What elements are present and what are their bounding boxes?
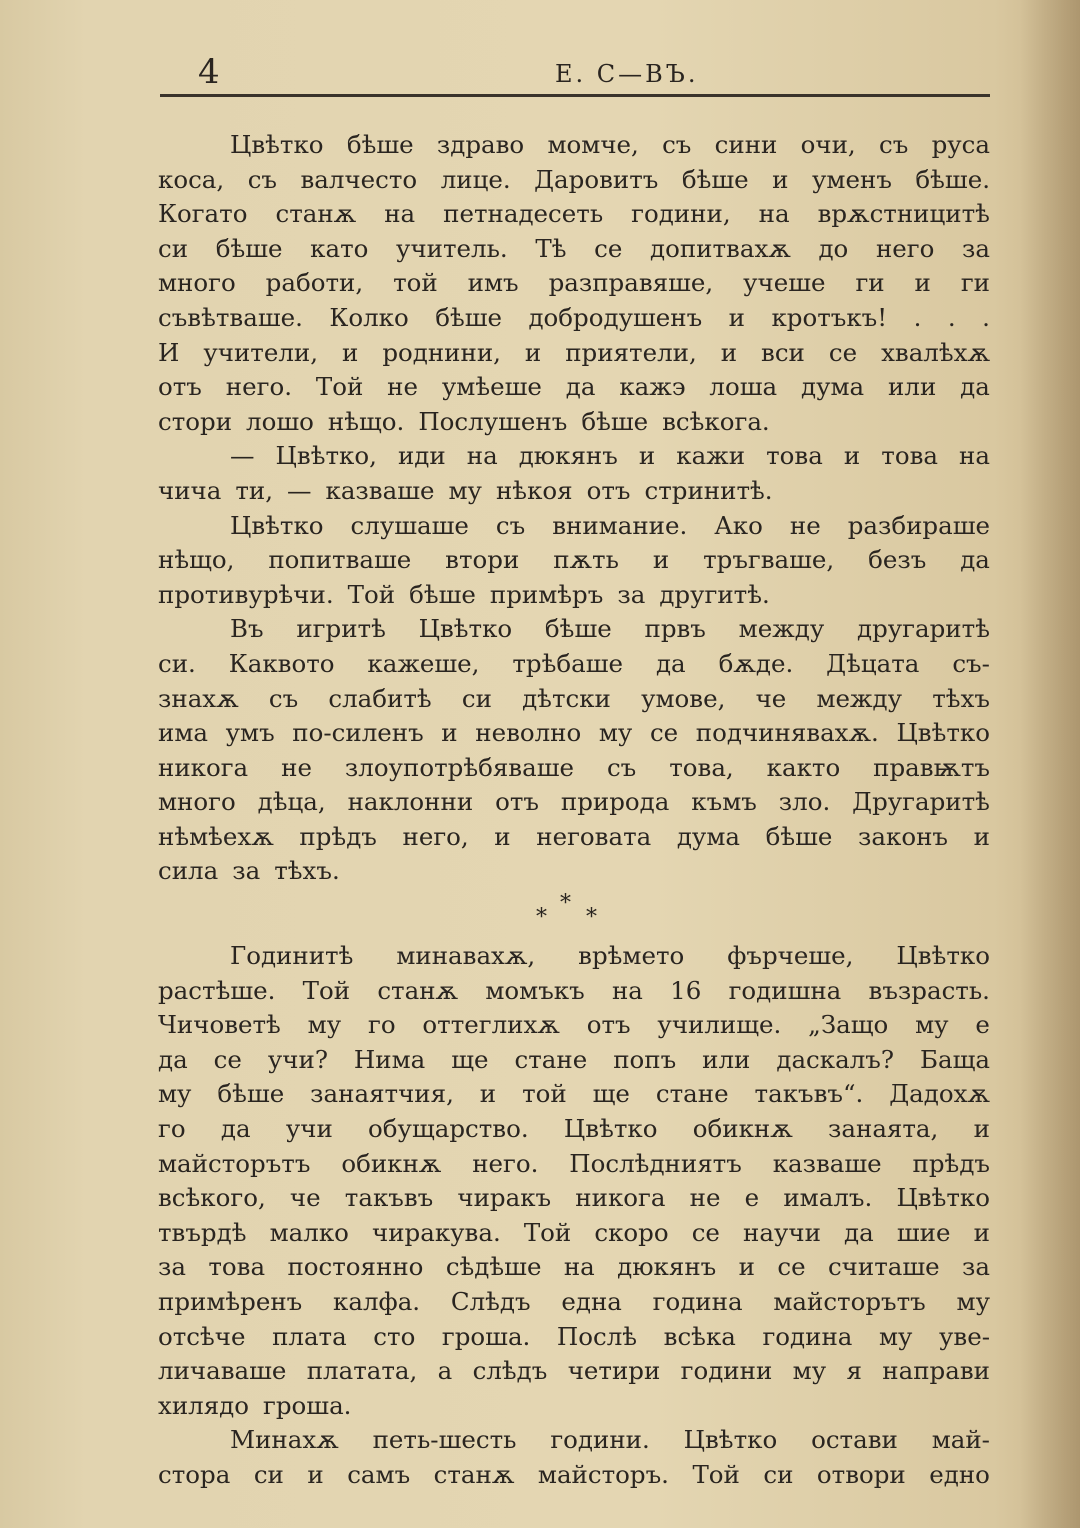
text-line: стора си и самъ станѫ майсторъ. Той си отвори едно bbox=[158, 1459, 990, 1489]
text-line: Когато станѫ на петнадесеть години, на врѫстницитѣ bbox=[158, 199, 990, 229]
text-line: противурѣчи. Той бѣше примѣръ за другитѣ. bbox=[158, 579, 770, 609]
text-body bbox=[158, 128, 990, 1493]
text-line: всѣкого, че такъвъ чиракъ никога не е ималъ. Цвѣтко bbox=[158, 1183, 990, 1213]
text-line: Чичоветѣ му го оттеглихѫ отъ училище. „Защо му е bbox=[158, 1010, 990, 1040]
text-line: — Цвѣтко, иди на дюкянъ и кажи това и това на bbox=[230, 441, 990, 471]
text-line: съвѣтваше. Колко бѣше добродушенъ и кротъкъ! . . . bbox=[158, 302, 990, 332]
text-line: знахѫ съ слабитѣ си дѣтски умове, че между тѣхъ bbox=[158, 683, 990, 713]
asterisk-top: * bbox=[560, 891, 571, 917]
text-line: си. Каквото кажеше, трѣбаше да бѫде. Дѣцата съ- bbox=[158, 648, 990, 678]
text-line: коса, съ валчесто лице. Даровитъ бѣше и уменъ бѣше. bbox=[158, 164, 990, 194]
text-block-2 bbox=[158, 939, 990, 1493]
text-line: Цвѣтко слушаше съ внимание. Ако не разбираше bbox=[230, 510, 990, 540]
running-head: Е. С—ВЪ. bbox=[555, 60, 699, 88]
page-edge-shadow bbox=[1020, 0, 1080, 1528]
text-line: личаваше платата, а слѣдъ четири години му я направи bbox=[158, 1356, 990, 1386]
page-number: 4 bbox=[198, 52, 220, 92]
text-line: отсѣче плата сто гроша. Послѣ всѣка година му уве- bbox=[158, 1321, 990, 1351]
text-line: твърдѣ малко чиракува. Той скоро се научи да шие и bbox=[158, 1217, 990, 1247]
text-line: сила за тѣхъ. bbox=[158, 856, 340, 886]
text-line: нѣмѣехѫ прѣдъ него, и неговата дума бѣше законъ и bbox=[158, 821, 990, 851]
text-line: растѣше. Той станѫ момъкъ на 16 годишна възрасть. bbox=[158, 975, 990, 1005]
text-line: има умъ по-силенъ и неволно му се подчинявахѫ. Цвѣтко bbox=[158, 718, 990, 748]
text-line: му бѣше занаятчия, и той ще стане такъвъ“. Дадохѫ bbox=[158, 1079, 990, 1109]
text-line: Минахѫ петь-шесть години. Цвѣтко остави май- bbox=[230, 1425, 990, 1455]
text-line: И учители, и роднини, и приятели, и вси се хвалѣхѫ bbox=[158, 337, 990, 367]
text-line: много работи, той имъ разправяше, учеше ги и ги bbox=[158, 268, 990, 298]
text-line: чича ти, — казваше му нѣкоя отъ стринитѣ. bbox=[158, 475, 773, 505]
text-line: майсторътъ обикнѫ него. Послѣдниятъ казваше прѣдъ bbox=[158, 1148, 990, 1178]
page-header bbox=[160, 52, 990, 92]
text-line: стори лошо нѣщо. Послушенъ бѣше всѣкога. bbox=[158, 406, 770, 436]
text-line: никога не злоупотрѣбяваше съ това, както правѭтъ bbox=[158, 752, 990, 782]
asterisk-left: * bbox=[536, 905, 547, 931]
asterisk-right: * bbox=[586, 905, 597, 931]
text-block-1 bbox=[158, 128, 990, 889]
text-line: хилядо гроша. bbox=[158, 1390, 352, 1420]
text-line: отъ него. Той не умѣеше да кажэ лоша дума или да bbox=[158, 372, 990, 402]
header-rule bbox=[160, 94, 990, 97]
text-line: примѣренъ калфа. Слѣдъ една година майсторътъ му bbox=[158, 1287, 990, 1316]
text-line: много дѣца, наклонни отъ природа къмъ зло. Другаритѣ bbox=[158, 787, 990, 817]
text-line: Цвѣтко бѣше здраво момче, съ сини очи, съ руса bbox=[230, 130, 990, 159]
text-line: Въ игритѣ Цвѣтко бѣше првъ между другаритѣ bbox=[230, 614, 990, 644]
section-ornament bbox=[158, 889, 990, 939]
text-line: за това постоянно сѣдѣше на дюкянъ и се считаше за bbox=[158, 1252, 990, 1282]
text-line: нѣщо, попитваше втори пѫть и тръгваше, безъ да bbox=[158, 545, 990, 575]
text-line: да се учи? Нима ще стане попъ или даскалъ? Баща bbox=[158, 1044, 990, 1074]
text-line: Годинитѣ минавахѫ, врѣмето фърчеше, Цвѣтко bbox=[230, 941, 990, 971]
text-line: си бѣше като учитель. Тѣ се допитвахѫ до него за bbox=[158, 233, 990, 263]
text-line: го да учи обущарство. Цвѣтко обикнѫ занаята, и bbox=[158, 1114, 990, 1144]
